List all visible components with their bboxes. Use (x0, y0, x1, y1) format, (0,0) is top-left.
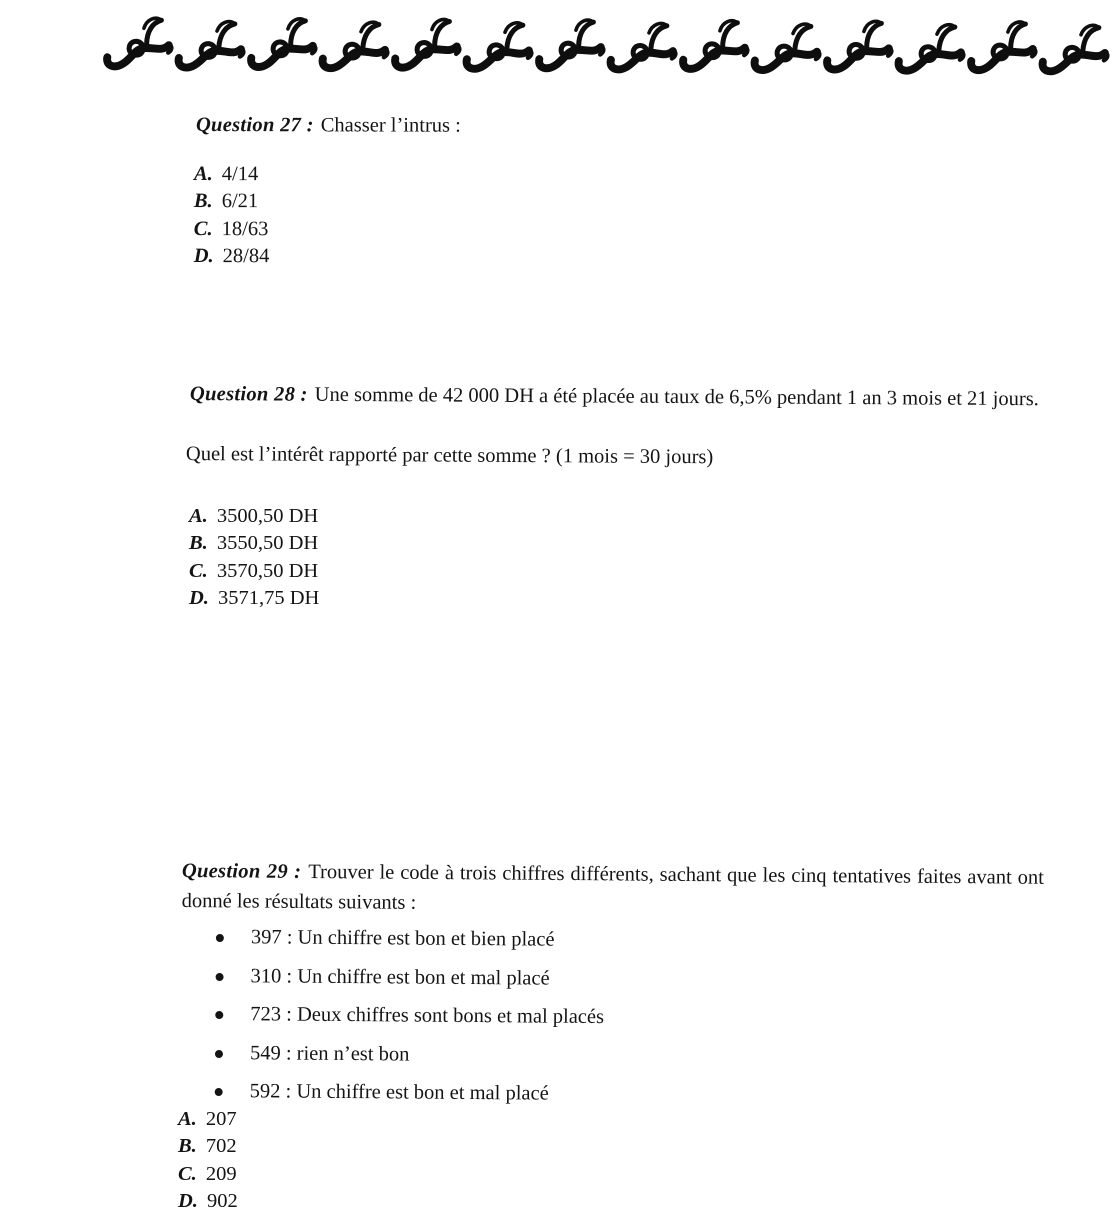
question-29-options (178, 1106, 238, 1216)
clue-text: 549 : rien n’est bon (249, 1041, 410, 1066)
option-row (194, 243, 270, 271)
option-letter: C. (193, 217, 213, 240)
bullet-icon (215, 1088, 223, 1096)
fleuron-swirl-icon (238, 4, 322, 83)
fleuron-swirl-icon (168, 7, 249, 83)
option-letter: A. (189, 505, 208, 527)
option-value: 6/21 (221, 190, 259, 213)
option-value: 3500,50 DH (216, 505, 319, 527)
option-value: 4/14 (221, 163, 259, 186)
list-item (215, 1002, 604, 1030)
option-row (194, 216, 270, 244)
clue-text: 397 : Un chiffre est bon et bien placé (250, 926, 555, 951)
clue-text: 592 : Un chiffre est bon et mal placé (249, 1080, 549, 1105)
option-letter: D. (193, 245, 214, 268)
list-item (216, 963, 605, 991)
fleuron-swirl-icon (94, 4, 178, 83)
question-28-text: Une somme de 42 000 DH a été placée au taux de 6,5% pendant 1 an 3 mois et 21 jours. (314, 383, 1039, 411)
fleuron-swirl-icon (526, 5, 610, 84)
option-value: 209 (205, 1162, 237, 1185)
option-value: 902 (206, 1190, 238, 1213)
fleuron-swirl-icon (312, 8, 393, 84)
option-row (194, 161, 270, 189)
fleuron-swirl-icon (600, 9, 681, 85)
fleuron-swirl-icon (744, 10, 825, 86)
option-value: 3550,50 DH (216, 532, 319, 555)
fleuron-swirl-icon (958, 7, 1042, 86)
bullet-icon (216, 934, 224, 942)
option-letter: C. (178, 1162, 197, 1185)
option-row (189, 530, 319, 557)
question-28-heading (190, 379, 1051, 414)
list-item (216, 925, 605, 953)
option-row (189, 558, 319, 585)
fleuron-swirl-icon (670, 6, 754, 85)
fleuron-swirl-icon (1032, 11, 1113, 87)
option-value: 18/63 (221, 217, 269, 241)
option-value: 207 (205, 1108, 237, 1130)
list-item (215, 1040, 604, 1068)
question-28-label: Question 28 : (189, 382, 308, 406)
question-29-heading (182, 856, 1044, 923)
bullet-icon (216, 972, 224, 980)
option-letter: B. (189, 532, 208, 555)
option-value: 3571,75 DH (217, 587, 320, 610)
option-value: 3570,50 DH (216, 559, 319, 582)
question-28-followup: Quel est l’intérêt rapporté par cette somme ? (1 mois = 30 jours) (185, 443, 714, 469)
question-29-clues (214, 925, 604, 1121)
bullet-icon (215, 1049, 223, 1057)
option-letter: B. (178, 1135, 197, 1158)
bullet-icon (215, 1011, 223, 1019)
option-letter: D. (189, 587, 209, 610)
question-29-label: Question 29 : (181, 859, 302, 883)
fleuron-swirl-icon (456, 9, 537, 85)
option-letter: C. (189, 559, 208, 582)
option-value: 28/84 (222, 245, 270, 268)
question-27-text: Chasser l’intrus : (320, 114, 461, 137)
option-row (189, 585, 319, 612)
ornament-border (100, 6, 1105, 84)
option-row (189, 503, 319, 530)
option-row (178, 1106, 238, 1133)
fleuron-swirl-icon (888, 10, 969, 86)
option-row (178, 1133, 238, 1160)
option-row (194, 188, 270, 216)
option-letter: A. (178, 1108, 197, 1130)
option-row (178, 1188, 238, 1215)
option-value: 702 (205, 1135, 237, 1158)
question-28-options (189, 503, 319, 613)
list-item (215, 1079, 604, 1107)
option-letter: B. (193, 190, 213, 213)
fleuron-swirl-icon (814, 7, 898, 86)
fleuron-swirl-icon (382, 5, 466, 84)
question-29-text: Trouver le code à trois chiffres différents, sachant que les cinq tentatives faites avant ont donné les résultats suivants : (181, 860, 1044, 914)
clue-text: 723 : Deux chiffres sont bons et mal placés (250, 1003, 605, 1029)
option-row (178, 1161, 238, 1188)
option-letter: D. (178, 1190, 198, 1213)
question-27-options (194, 161, 270, 271)
question-27-label: Question 27 : (195, 113, 314, 137)
question-27-heading (196, 110, 756, 141)
clue-text: 310 : Un chiffre est bon et mal placé (250, 964, 550, 990)
option-letter: A. (193, 163, 213, 186)
